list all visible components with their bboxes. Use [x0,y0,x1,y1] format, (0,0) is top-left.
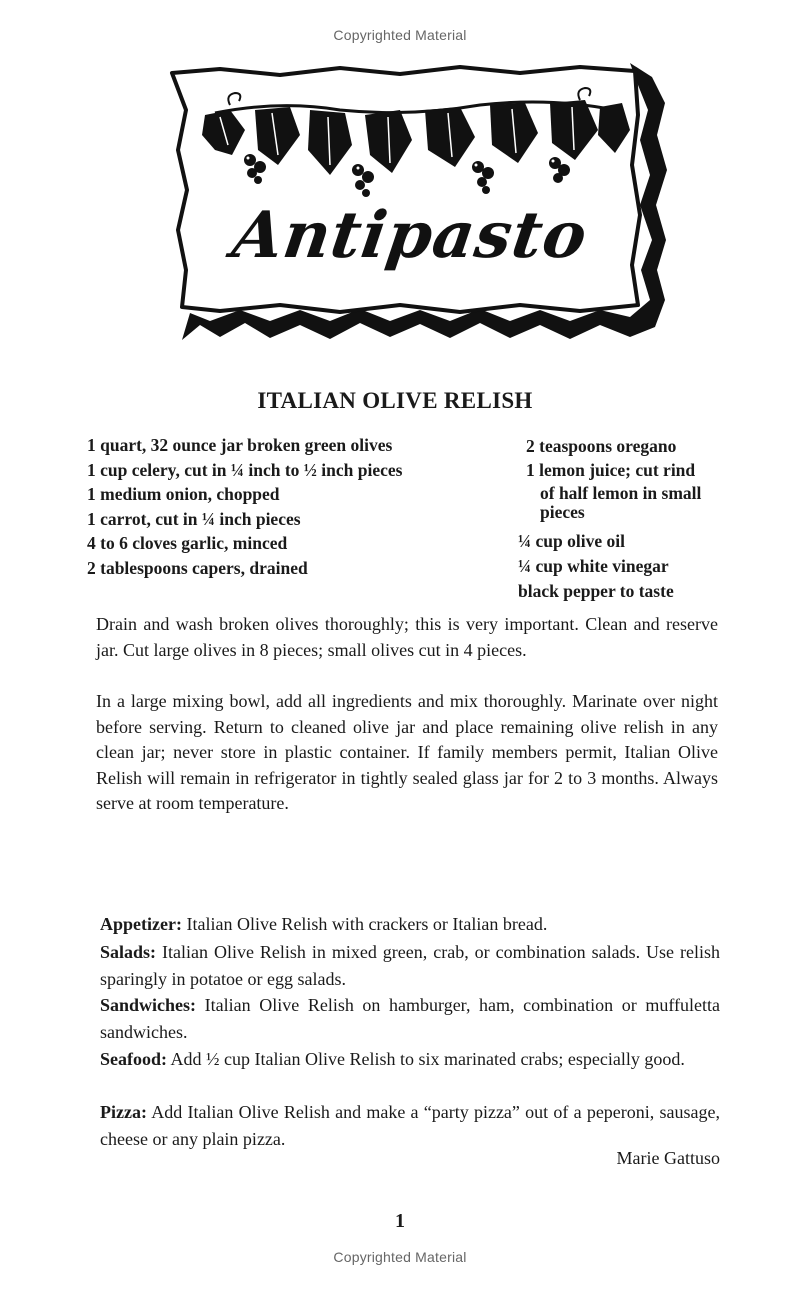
ingredients-left-list [87,433,402,581]
serving-text: Add Italian Olive Relish and make a “party pizza” out of a peperoni, sausage, cheese or any plain pizza. [100,1102,720,1149]
ingredient-item: 1 cup celery, cut in ¼ inch to ½ inch pieces [87,459,403,480]
serving-text: Italian Olive Relish on hamburger, ham, combination or muffuletta sandwiches. [100,995,720,1042]
serving-text: Italian Olive Relish with crackers or Italian bread. [186,914,548,934]
author-credit: Marie Gattuso [616,1148,720,1168]
ingredient-item: ¼ cup white vinegar [518,556,669,576]
serving-suggestion [100,1099,720,1153]
ingredient-item: black pepper to taste [518,581,674,601]
ingredient-item: 2 tablespoons capers, drained [87,557,308,578]
serving-suggestion [100,939,720,993]
serving-suggestion [100,911,720,938]
section-title: Antipasto [227,198,593,273]
directions-paragraph: In a large mixing bowl, add all ingredients and mix thoroughly. Marinate over night before serving. Return to cleaned olive jar and place remaining olive relish in any clean jar; never store in plastic container. If family members permit, Italian Olive Relish will remain in refrigerator in tightly sealed glass jar for 2 to 3 months. Always serve at room temperature. [96,691,718,814]
ingredient-item: 1 lemon juice; cut rind [526,460,696,480]
serving-label: Sandwiches: [100,995,197,1015]
serving-label: Appetizer: [100,914,182,934]
ingredient-item: 2 teaspoons oregano [526,436,677,456]
ingredient-item: 1 medium onion, chopped [87,484,280,505]
serving-suggestion [100,1046,720,1073]
serving-suggestion [100,992,720,1046]
ingredient-item: 4 to 6 cloves garlic, minced [87,533,288,554]
serving-label: Salads: [100,942,157,962]
ingredient-item: 1 carrot, cut in ¼ inch pieces [87,508,301,529]
ingredient-item-continued: pieces [540,502,585,522]
serving-text: Add ½ cup Italian Olive Relish to six marinated crabs; especially good. [170,1049,685,1069]
recipe-title: ITALIAN OLIVE RELISH [257,388,533,413]
ingredient-item-continued: of half lemon in small [540,483,702,503]
copyright-header: Copyrighted Material [333,27,467,43]
ingredient-item: 1 quart, 32 ounce jar broken green olives [87,435,393,455]
serving-text: Italian Olive Relish in mixed green, crab, or combination salads. Use relish sparingly in potatoe or egg salads. [100,942,720,989]
page-number: 1 [395,1210,405,1232]
serving-label: Pizza: [100,1102,147,1122]
directions-paragraph: Drain and wash broken olives thoroughly; this is very important. Clean and reserve jar. Cut large olives in 8 pieces; small olives cut in 4 pieces. [96,614,718,660]
serving-label: Seafood: [100,1049,167,1069]
ingredient-item: ¼ cup olive oil [518,531,625,551]
copyright-footer: Copyrighted Material [333,1249,467,1265]
